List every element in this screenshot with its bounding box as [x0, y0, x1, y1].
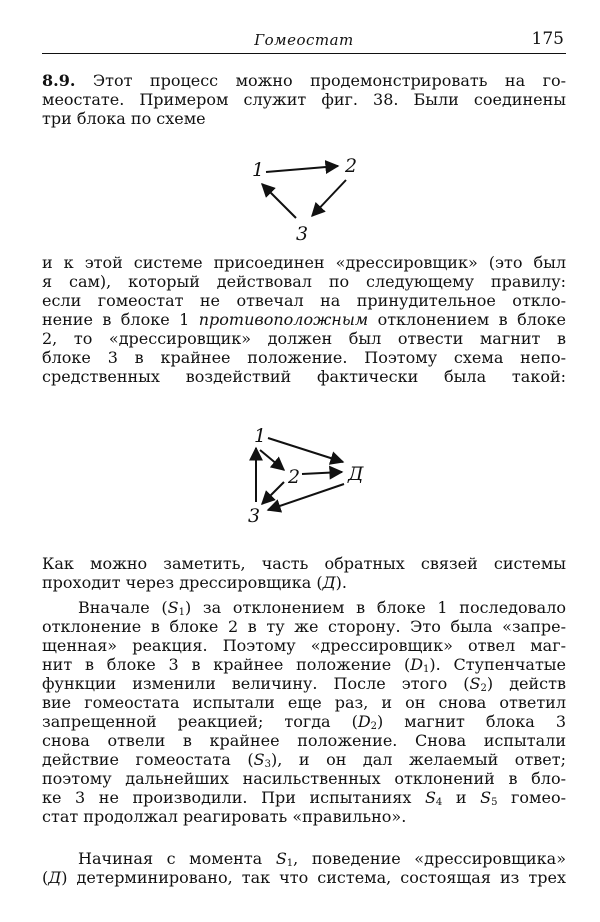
text-line: функции изменили величину. После этого $(S_2)$ действ — [42, 674, 566, 694]
text-line: проходит через дрессировщика (Д). — [42, 573, 347, 592]
page-header — [42, 28, 566, 54]
paragraph-8-9 — [42, 71, 566, 128]
diagram2-label-2: 2 — [288, 466, 301, 488]
diagram1-label-3: 3 — [296, 223, 309, 245]
page-number: 175 — [531, 29, 564, 49]
text-line: (Д) детерминировано, так что система, состоящая из трех — [42, 868, 566, 887]
arrow-2-to-trainer — [302, 472, 342, 474]
text-line: 8.9. Этот процесс можно продемонстрировать на го- — [42, 71, 566, 90]
running-head-title: Гомеостат — [254, 31, 354, 49]
text-line: запрещенной реакцией; тогда $(D_2)$ магнит блока 3 — [42, 712, 566, 732]
text-line: 2, то «дрессировщик» должен был отвести магнит в — [42, 329, 566, 348]
paragraph-experiment — [42, 598, 566, 826]
arrow-1-to-trainer — [268, 438, 343, 462]
text-line: ке 3 не производили. При испытаниях $S_4$ и $S_5$ гомео- — [42, 788, 566, 808]
paragraph-feedback — [42, 554, 566, 592]
section-number: 8.9. — [42, 71, 76, 90]
text-line: меостате. Примером служит фиг. 38. Были соединены — [42, 90, 566, 109]
text-line: Начиная с момента $S_1$, поведение «дрессировщика» — [78, 849, 566, 869]
diagram2-label-3: 3 — [248, 505, 261, 527]
text-line: отклонение в блоке 2 в ту же сторону. Это была «запре- — [42, 617, 566, 636]
text-line: щенная» реакция. Поэтому «дрессировщик» отвел маг- — [42, 636, 566, 655]
text-line: поэтому дальнейших насильственных отклонений в бло- — [42, 769, 566, 788]
arrow-3-to-1 — [262, 184, 296, 218]
arrow-2-to-3 — [262, 482, 284, 504]
text-line: три блока по схеме — [42, 109, 206, 128]
diagram-with-trainer — [238, 418, 378, 528]
text-line: блоке 3 в крайнее положение. Поэтому схема непо- — [42, 348, 566, 367]
text-line: Вначале $(S_1)$ за отклонением в блоке 1 последовало — [78, 598, 567, 618]
text-line: действие гомеостата $(S_3)$, и он дал желаемый ответ; — [42, 750, 566, 770]
text-line: я сам), который действовал по следующему правилу: — [42, 272, 566, 291]
text-line: нение в блоке 1 противоположным отклонением в блоке — [42, 310, 566, 329]
text-line: снова отвели в крайнее положение. Снова испытали — [42, 731, 566, 750]
paragraph-trainer-determined — [42, 849, 566, 887]
paragraph-trainer — [42, 253, 566, 386]
diagram2-label-trainer: Д — [348, 463, 364, 485]
text-line: и к этой системе присоединен «дрессировщик» (это был — [42, 253, 566, 272]
text-line: вие гомеостата испытали еще раз, и он снова ответил — [42, 693, 566, 712]
text-line: средственных воздействий фактически была такой: — [42, 367, 566, 386]
diagram1-label-2: 2 — [345, 155, 358, 177]
arrow-2-to-3 — [312, 180, 346, 216]
text-line: нит в блоке 3 в крайнее положение $(D_1)$. Ступенчатые — [42, 655, 567, 675]
diagram-three-blocks — [240, 150, 380, 245]
diagram1-label-1: 1 — [252, 159, 265, 181]
text-line: стат продолжал реагировать «правильно». — [42, 807, 407, 826]
arrow-1-to-2 — [260, 450, 284, 470]
text-line: Как можно заметить, часть обратных связей системы — [42, 554, 566, 573]
diagram2-label-1: 1 — [254, 425, 267, 447]
header-rule — [42, 53, 566, 54]
arrow-1-to-2 — [266, 166, 338, 172]
text-line: если гомеостат не отвечал на принудительное откло- — [42, 291, 566, 310]
